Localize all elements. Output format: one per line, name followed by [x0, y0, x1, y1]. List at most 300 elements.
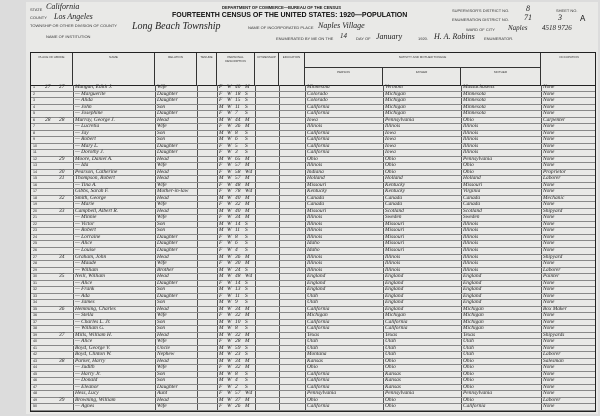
- line-number: 16: [33, 182, 37, 187]
- mother-birthplace: Massachusetts: [463, 84, 495, 90]
- occupation: None: [543, 155, 555, 162]
- occupation: None: [543, 240, 555, 247]
- marital-status: M: [245, 364, 250, 371]
- birthplace: Illinois: [307, 227, 323, 234]
- enumeration-month: January: [376, 32, 403, 41]
- county-label: COUNTY: [30, 15, 47, 20]
- sex: M: [219, 286, 224, 293]
- age: 59: [235, 344, 241, 351]
- person-name: — Charles L. Jr.: [75, 318, 111, 325]
- line-number: 46: [33, 378, 37, 383]
- person-name: Pearson, Catherine: [75, 168, 118, 175]
- birthplace: Illinois: [307, 220, 323, 227]
- person-name: — Louise: [75, 247, 96, 253]
- person-name: Browning, William: [75, 396, 116, 403]
- marital-status: S: [245, 97, 248, 104]
- table-row: [31, 404, 595, 411]
- occupation: None: [543, 325, 555, 332]
- occupation: None: [543, 247, 555, 253]
- family-number: 37: [59, 331, 65, 338]
- line-number: 38: [33, 326, 37, 331]
- mother-birthplace: Ohio: [463, 396, 474, 403]
- col-citizenship: CITIZENSHIP: [255, 53, 279, 85]
- race: W: [227, 312, 232, 319]
- father-birthplace: Michigan: [385, 110, 406, 117]
- person-name: Mangan, Edith J.: [75, 84, 113, 90]
- father-birthplace: Kentucky: [385, 181, 406, 188]
- dwelling-number: 28: [45, 116, 51, 123]
- occupation: None: [543, 286, 555, 293]
- mother-birthplace: Ohio: [463, 383, 474, 390]
- age: 11: [235, 292, 240, 299]
- mother-birthplace: Illinois: [463, 233, 479, 240]
- age: 14: [235, 279, 241, 286]
- relation: Aunt: [157, 390, 168, 397]
- sex: F: [219, 292, 223, 299]
- race: W: [227, 90, 232, 97]
- line-number: 40: [33, 339, 37, 344]
- line-number: 18: [33, 195, 37, 200]
- occupation: None: [543, 181, 555, 188]
- mother-birthplace: England: [463, 299, 482, 306]
- relation: Wife: [157, 403, 167, 410]
- margin-numbers: 4518 9726: [542, 24, 572, 32]
- age: 8: [235, 129, 238, 136]
- relation: Head: [157, 305, 169, 312]
- mother-birthplace: Illinois: [463, 136, 479, 143]
- age: 58: [235, 168, 241, 175]
- marital-status: M: [245, 396, 250, 403]
- county-value: Los Angeles: [54, 12, 93, 21]
- marital-status: S: [245, 279, 248, 286]
- sex: F: [219, 123, 223, 130]
- father-birthplace: Missouri: [385, 240, 405, 247]
- age: 36: [235, 253, 241, 260]
- father-birthplace: Missouri: [385, 227, 405, 234]
- census-table: [30, 52, 596, 412]
- family-number: 27: [59, 84, 65, 90]
- occupation: None: [543, 103, 555, 110]
- enumerator-name: H. A. Robins: [434, 32, 475, 41]
- sheet-value: 3: [558, 13, 562, 22]
- sex: M: [219, 370, 224, 377]
- father-birthplace: Kentucky: [385, 188, 406, 195]
- supervisor-label: SUPERVISOR'S DISTRICT NO.: [452, 8, 510, 13]
- mother-birthplace: England: [463, 279, 482, 286]
- person-name: — John: [75, 103, 92, 110]
- race: W: [227, 129, 232, 136]
- birthplace: Ohio: [307, 155, 318, 162]
- line-number: 43: [33, 358, 37, 363]
- person-name: — Frank: [75, 286, 95, 293]
- father-birthplace: Iowa: [385, 136, 396, 143]
- line-number: 14: [33, 169, 37, 174]
- occupation: None: [543, 188, 555, 195]
- sex: F: [219, 240, 223, 247]
- mother-birthplace: Texas: [463, 331, 476, 338]
- person-name: — Alice: [75, 338, 93, 345]
- age: 14: [235, 220, 241, 227]
- relation: Wife: [157, 181, 167, 188]
- relation: Head: [157, 207, 169, 214]
- father-birthplace: Holland: [385, 175, 403, 182]
- birthplace: Kentucky: [307, 188, 328, 195]
- race: W: [227, 201, 232, 208]
- col-father: FATHER: [383, 67, 461, 85]
- sex: F: [219, 383, 223, 390]
- mother-birthplace: Ohio: [463, 364, 474, 371]
- occupation: Painter: [543, 273, 560, 280]
- mother-birthplace: Illinois: [463, 220, 479, 227]
- relation: Son: [157, 299, 166, 306]
- line-number: 35: [33, 306, 37, 311]
- line-number: 39: [33, 332, 37, 337]
- marital-status: S: [245, 233, 248, 240]
- birthplace: California: [307, 149, 330, 156]
- occupation: None: [543, 377, 555, 384]
- age: 7: [235, 110, 238, 117]
- occupation: None: [543, 403, 555, 410]
- relation: Son: [157, 136, 166, 143]
- age: 13: [235, 286, 241, 293]
- marital-status: M: [245, 312, 250, 319]
- person-name: — Jay: [75, 129, 89, 136]
- marital-status: M: [245, 207, 250, 214]
- mother-birthplace: England: [463, 286, 482, 293]
- person-name: Hemming, Charles: [75, 305, 116, 312]
- line-number: 50: [33, 404, 37, 409]
- enumerated-label: ENUMERATED BY ME ON THE: [276, 36, 334, 41]
- supervisor-value: 8: [526, 4, 530, 13]
- sex: M: [219, 103, 224, 110]
- mother-birthplace: Illinois: [463, 266, 479, 273]
- sex: F: [219, 168, 223, 175]
- line-number: 23: [33, 228, 37, 233]
- relation: Mother-in-law: [157, 188, 189, 195]
- state-value: California: [46, 2, 80, 11]
- relation: Wife: [157, 84, 167, 90]
- race: W: [227, 338, 232, 345]
- marital-status: S: [245, 142, 248, 149]
- marital-status: M: [245, 338, 250, 345]
- occupation: None: [543, 84, 555, 90]
- birthplace: Minnesota: [307, 84, 330, 90]
- occupation: None: [543, 201, 555, 208]
- sex: M: [219, 194, 224, 201]
- birthplace: Indiana: [307, 168, 324, 175]
- occupation: Salesman: [543, 357, 564, 364]
- race: W: [227, 390, 232, 397]
- relation: Uncle: [157, 344, 170, 351]
- relation: Wife: [157, 123, 167, 130]
- relation: Head: [157, 116, 169, 123]
- marital-status: S: [245, 90, 248, 97]
- col-personal: PERSONAL DESCRIPTION: [217, 53, 255, 85]
- father-birthplace: Michigan: [385, 103, 406, 110]
- father-birthplace: Illinois: [385, 123, 401, 130]
- mother-birthplace: Missouri: [463, 181, 483, 188]
- person-name: — Stella: [75, 312, 94, 319]
- father-birthplace: Missouri: [385, 233, 405, 240]
- age: 15: [235, 97, 241, 104]
- occupation: None: [543, 90, 555, 97]
- relation: Wife: [157, 338, 167, 345]
- relation: Head: [157, 194, 169, 201]
- person-name: Hess, Lucy: [75, 390, 99, 397]
- father-birthplace: Iowa: [385, 142, 396, 149]
- relation: Daughter: [157, 110, 178, 117]
- mother-birthplace: Illinois: [463, 227, 479, 234]
- sex: M: [219, 325, 224, 332]
- birthplace: Ohio: [307, 364, 318, 371]
- birthplace: California: [307, 318, 330, 325]
- person-name: — James: [75, 299, 95, 306]
- sex: M: [219, 220, 224, 227]
- mother-birthplace: Minnesota: [463, 97, 486, 104]
- marital-status: S: [245, 370, 248, 377]
- sex: M: [219, 396, 224, 403]
- person-name: — William G.: [75, 325, 105, 332]
- father-birthplace: Utah: [385, 351, 396, 358]
- birthplace: Pennsylvania: [307, 390, 337, 397]
- father-birthplace: Michigan: [385, 97, 406, 104]
- father-birthplace: Missouri: [385, 247, 405, 253]
- sex: M: [219, 116, 224, 123]
- mother-birthplace: Illinois: [463, 260, 479, 267]
- father-birthplace: Michigan: [385, 312, 406, 319]
- family-number: 31: [59, 175, 65, 182]
- mother-birthplace: Minnesota: [463, 103, 486, 110]
- line-number: 41: [33, 345, 37, 350]
- incorporated-value: Naples Village: [318, 21, 365, 30]
- occupation: None: [543, 364, 555, 371]
- person-name: — Agnes: [75, 403, 95, 410]
- line-number: 28: [33, 261, 37, 266]
- person-name: — Ida: [75, 162, 89, 169]
- relation: Wife: [157, 260, 167, 267]
- year-label: 1920.: [418, 36, 429, 41]
- sex: M: [219, 175, 224, 182]
- occupation: Shipyard: [543, 253, 563, 260]
- race: W: [227, 207, 232, 214]
- father-birthplace: Ohio: [385, 403, 396, 410]
- institution-label: NAME OF INSTITUTION: [46, 34, 91, 39]
- race: W: [227, 273, 232, 280]
- person-name: — Robert: [75, 136, 96, 143]
- race: W: [227, 110, 232, 117]
- marital-status: S: [245, 325, 248, 332]
- relation: Wife: [157, 364, 167, 371]
- age: 32: [235, 312, 241, 319]
- relation: Nephew: [157, 351, 175, 358]
- birthplace: California: [307, 377, 330, 384]
- age: 34: [235, 357, 241, 364]
- mother-birthplace: Illinois: [463, 142, 479, 149]
- mother-birthplace: Utah: [463, 344, 474, 351]
- relation: Son: [157, 318, 166, 325]
- marital-status: Wd: [245, 273, 253, 280]
- family-number: 29: [59, 155, 65, 162]
- person-name: Gibbs, Sarah F.: [75, 188, 109, 195]
- sex: F: [219, 142, 223, 149]
- mother-birthplace: Holland: [463, 175, 481, 182]
- birthplace: California: [307, 103, 330, 110]
- occupation: None: [543, 292, 555, 299]
- relation: Daughter: [157, 292, 178, 299]
- line-number: 36: [33, 313, 37, 318]
- mother-birthplace: Minnesota: [463, 110, 486, 117]
- sex: M: [219, 299, 224, 306]
- race: W: [227, 175, 232, 182]
- sex: F: [219, 390, 223, 397]
- marital-status: M: [245, 201, 250, 208]
- mother-birthplace: Illinois: [463, 247, 479, 253]
- relation: Son: [157, 325, 166, 332]
- mother-birthplace: Michigan: [463, 312, 484, 319]
- relation: Wife: [157, 201, 167, 208]
- age: 34: [235, 305, 241, 312]
- mother-birthplace: Illinois: [463, 149, 479, 156]
- birthplace: Illinois: [307, 162, 323, 169]
- age: 57: [235, 390, 241, 397]
- sex: F: [219, 149, 223, 156]
- father-birthplace: California: [385, 318, 408, 325]
- father-birthplace: California: [385, 325, 408, 332]
- mother-birthplace: Sweden: [463, 214, 480, 221]
- birthplace: England: [307, 286, 326, 293]
- birthplace: Idaho: [307, 247, 320, 253]
- age: 2: [235, 383, 238, 390]
- race: W: [227, 357, 232, 364]
- person-name: Parker, Harry: [75, 357, 106, 364]
- sex: F: [219, 247, 223, 253]
- race: W: [227, 84, 232, 90]
- sex: M: [219, 357, 224, 364]
- father-birthplace: Ohio: [385, 162, 396, 169]
- occupation: Laborer: [543, 351, 561, 358]
- col-nativity: NATIVITY AND MOTHER TONGUE: [305, 53, 541, 67]
- birthplace: Utah: [307, 292, 318, 299]
- father-birthplace: Sweden: [385, 214, 402, 221]
- family-number: 33: [59, 207, 65, 214]
- race: W: [227, 299, 232, 306]
- race: W: [227, 364, 232, 371]
- marital-status: M: [245, 155, 250, 162]
- line-number: 24: [33, 234, 37, 239]
- person-name: Boyd, George V.: [75, 344, 111, 351]
- person-name: Smith, George: [75, 194, 106, 201]
- sex: F: [219, 214, 223, 221]
- race: W: [227, 344, 232, 351]
- race: W: [227, 155, 232, 162]
- age: 24: [235, 266, 241, 273]
- age: 3: [235, 149, 238, 156]
- person-name: — Harry Jr.: [75, 370, 101, 377]
- dwelling-number: 27: [45, 84, 51, 90]
- marital-status: S: [245, 110, 248, 117]
- line-number: 21: [33, 215, 37, 220]
- line-number: 42: [33, 352, 37, 357]
- mother-birthplace: England: [463, 292, 482, 299]
- relation: Daughter: [157, 247, 178, 253]
- occupation: None: [543, 149, 555, 156]
- line-number: 26: [33, 248, 37, 252]
- birthplace: Canada: [307, 194, 325, 201]
- relation: Daughter: [157, 233, 178, 240]
- age: 4: [235, 377, 238, 384]
- race: W: [227, 194, 232, 201]
- father-birthplace: Illinois: [385, 253, 401, 260]
- col-name: NAME: [73, 53, 155, 85]
- occupation: Laborer: [543, 266, 561, 273]
- age: 78: [235, 188, 241, 195]
- race: W: [227, 260, 232, 267]
- age: 10: [235, 318, 241, 325]
- age: 36: [235, 123, 241, 130]
- person-name: — William: [75, 266, 98, 273]
- enumerator-label: ENUMERATOR.: [484, 36, 514, 41]
- mother-birthplace: California: [463, 403, 486, 410]
- father-birthplace: Ohio: [385, 357, 396, 364]
- birthplace: California: [307, 136, 330, 143]
- sex: M: [219, 351, 224, 358]
- age: 6: [235, 240, 238, 247]
- birthplace: Utah: [307, 344, 318, 351]
- marital-status: S: [245, 344, 248, 351]
- line-number: 32: [33, 287, 37, 292]
- relation: Brother: [157, 266, 174, 273]
- line-number: 1: [33, 85, 35, 89]
- family-number: 34: [59, 253, 65, 260]
- marital-status: M: [245, 123, 250, 130]
- line-number: 34: [33, 300, 37, 305]
- occupation: None: [543, 318, 555, 325]
- line-number: 29: [33, 267, 37, 272]
- mother-birthplace: Virginia: [463, 188, 481, 195]
- relation: Son: [157, 103, 166, 110]
- line-number: 48: [33, 391, 37, 396]
- sex: M: [219, 227, 224, 234]
- marital-status: S: [245, 292, 248, 299]
- race: W: [227, 188, 232, 195]
- mother-birthplace: Pennsylvania: [463, 390, 493, 397]
- line-number: 11: [33, 150, 37, 155]
- sex: F: [219, 233, 223, 240]
- mother-birthplace: Illinois: [463, 129, 479, 136]
- township-label: TOWNSHIP OR OTHER DIVISION OF COUNTY: [30, 23, 117, 28]
- age: 9: [235, 299, 238, 306]
- line-number: 9: [33, 137, 35, 142]
- age: 34: [235, 214, 241, 221]
- father-birthplace: Illinois: [385, 260, 401, 267]
- sex: F: [219, 403, 223, 410]
- occupation: Carpenter: [543, 116, 566, 123]
- sex: F: [219, 260, 223, 267]
- father-birthplace: Kansas: [385, 377, 401, 384]
- father-birthplace: Michigan: [385, 90, 406, 97]
- race: W: [227, 331, 232, 338]
- ed-label: ENUMERATION DISTRICT NO.: [452, 17, 509, 22]
- line-number: 19: [33, 202, 37, 207]
- marital-status: M: [245, 194, 250, 201]
- race: W: [227, 318, 232, 325]
- family-number: 32: [59, 194, 65, 201]
- age: 30: [235, 260, 241, 267]
- occupation: None: [543, 123, 555, 130]
- occupation: None: [543, 312, 555, 319]
- birthplace: Illinois: [307, 266, 323, 273]
- marital-status: S: [245, 247, 248, 253]
